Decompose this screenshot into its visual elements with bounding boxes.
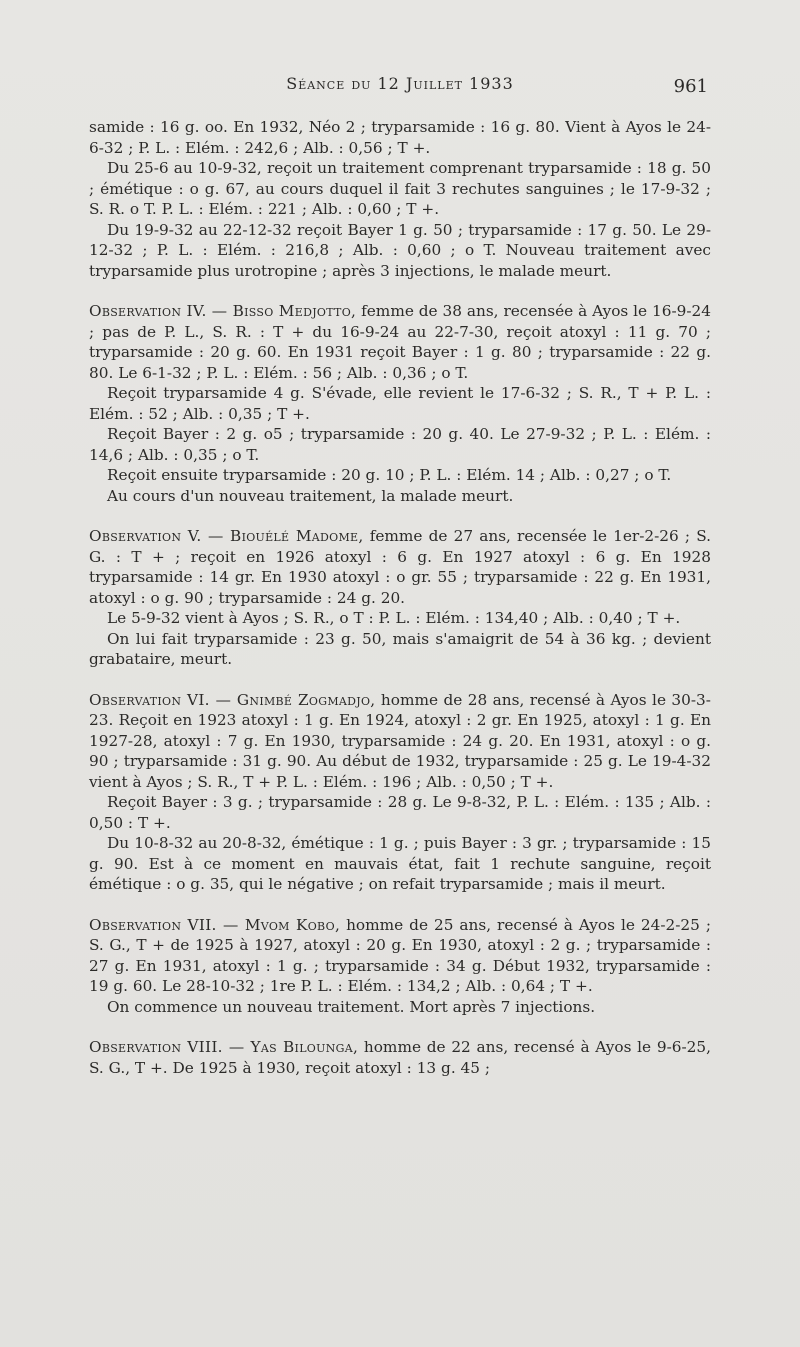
paragraph: Au cours d'un nouveau traitement, la malade meurt. [107, 486, 514, 505]
paragraph: On lui fait tryparsamide : 23 g. 50, mais s'amaigrit de 54 à 36 kg. ; devient grabataire, meurt. [89, 629, 711, 668]
paragraph: Du 19-9-32 au 22-12-32 reçoit Bayer 1 g. 50 ; tryparsamide : 17 g. 50. Le 29-12-32 ; P. L. : Elém. : 216,8 ; Alb. : 0,60 ; o T. Nouveau traitement avec tryparsamide plus urotropine ; après 3 injections, le malade meurt. [89, 220, 711, 280]
page-number: 961 [673, 76, 708, 97]
paragraph: Reçoit Bayer : 2 g. o5 ; tryparsamide : 20 g. 40. Le 27-9-32 ; P. L. : Elém. : 14,6 ; Alb. : 0,35 ; o T. [89, 425, 711, 464]
observation-lead: Observation VI. — Gnimbé Zogmadjo, [89, 690, 376, 709]
paragraph: On commence un nouveau traitement. Mort après 7 injections. [107, 997, 596, 1016]
observation-text: homme de 28 ans, recensé à Ayos le 30-3-23. Reçoit en 1923 atoxyl : 1 g. En 1924, atoxyl : 2 gr. En 1925, atoxyl : 1 g. En 1927-28, atoxyl : 7 g. En 1930, tryparsamide : 24 g. 20. En 1931, atoxyl : o g. 90 ; tryparsamide : 31 g. 90. Au début de 1932, tryparsamide : 25 g. Le 19-4-32 vient à Ayos ; S. R., T + P. L. : Elém. : 196 ; Alb. : 0,50 ; T +. [89, 690, 711, 791]
observation-paragraph [89, 1037, 711, 1078]
paragraph: Reçoit ensuite tryparsamide : 20 g. 10 ; P. L. : Elém. 14 ; Alb. : 0,27 ; o T. [107, 466, 672, 484]
paragraph: Reçoit tryparsamide 4 g. S'évade, elle revient le 17-6-32 ; S. R., T + P. L. : Elém. : 52 ; Alb. : 0,35 ; T +. [89, 384, 711, 423]
observation-text: femme de 27 ans, recensée le 1er-2-26 ; S. G. : T + ; reçoit en 1926 atoxyl : 6 g. En 1927 atoxyl : 6 g. En 1928 tryparsamide : 14 gr. En 1930 atoxyl : o gr. 55 ; tryparsamide : 22 g. En 1931, atoxyl : o g. 90 ; tryparsamide : 24 g. 20. [89, 527, 711, 607]
observation-lead: Observation VIII. — Yas Bilounga, [89, 1038, 359, 1056]
running-title: Séance du 12 Juillet 1933 [286, 74, 514, 93]
observation-paragraph [89, 526, 711, 608]
observation-text: femme de 38 ans, recensée à Ayos le 16-9-24 ; pas de P. L., S. R. : T + du 16-9-24 au 22-7-30, reçoit atoxyl : 11 g. 70 ; tryparsamide : 20 g. 60. En 1931 reçoit Bayer : 1 g. 80 ; tryparsamide : 22 g. 80. Le 6-1-32 ; P. L. : Elém. : 56 ; Alb. : 0,36 ; o T. [89, 302, 711, 382]
observation-text: homme de 25 ans, recensé à Ayos le 24-2-25 ; S. G., T + de 1925 à 1927, atoxyl : 20 g. En 1930, atoxyl : 2 g. ; tryparsamide : 27 g. En 1931, atoxyl : 1 g. ; tryparsamide : 34 g. Début 1932, tryparsamide : 19 g. 60. Le 28-10-32 ; 1re P. L. : Elém. : 134,2 ; Alb. : 0,64 ; T +. [89, 915, 711, 995]
paragraph: samide : 16 g. oo. En 1932, Néo 2 ; tryparsamide : 16 g. 80. Vient à Ayos le 24-6-32 ; P. L. : Elém. : 242,6 ; Alb. : 0,56 ; T +. [89, 118, 711, 157]
observation-paragraph [89, 301, 711, 383]
observation-text: homme de 22 ans, recensé à Ayos le 9-6-25, S. G., T +. De 1925 à 1930, reçoit atoxyl : 13 g. 45 ; [89, 1038, 711, 1077]
observation-paragraph [89, 690, 711, 793]
observation-lead: Observation VII. — Mvom Kobo, [89, 915, 341, 934]
observation-lead: Observation V. — Biouélé Madome, [89, 527, 364, 545]
paragraph: Du 25-6 au 10-9-32, reçoit un traitement comprenant tryparsamide : 18 g. 50 ; émétique : o g. 67, au cours duquel il fait 3 rechutes sanguines ; le 17-9-32 ; S. R. o T. P. L. : Elém. : 221 ; Alb. : 0,60 ; T +. [89, 159, 711, 218]
paragraph: Le 5-9-32 vient à Ayos ; S. R., o T : P. L. : Elém. : 134,40 ; Alb. : 0,40 ; T +. [107, 609, 681, 627]
observation-lead: Observation IV. — Bisso Medjotto, [89, 302, 357, 320]
paragraph: Reçoit Bayer : 3 g. ; tryparsamide : 28 g. Le 9-8-32, P. L. : Elém. : 135 ; Alb. : 0,50 : T +. [89, 793, 711, 832]
observation-paragraph [89, 915, 711, 997]
page-header [0, 74, 800, 104]
page-body [89, 117, 711, 1078]
paragraph: Du 10-8-32 au 20-8-32, émétique : 1 g. ; puis Bayer : 3 gr. ; tryparsamide : 15 g. 90. Est à ce moment en mauvais état, fait 1 rechute sanguine, reçoit émétique : o g. 35, qui le négative ; on refait tryparsamide ; mais il meurt. [89, 834, 711, 893]
